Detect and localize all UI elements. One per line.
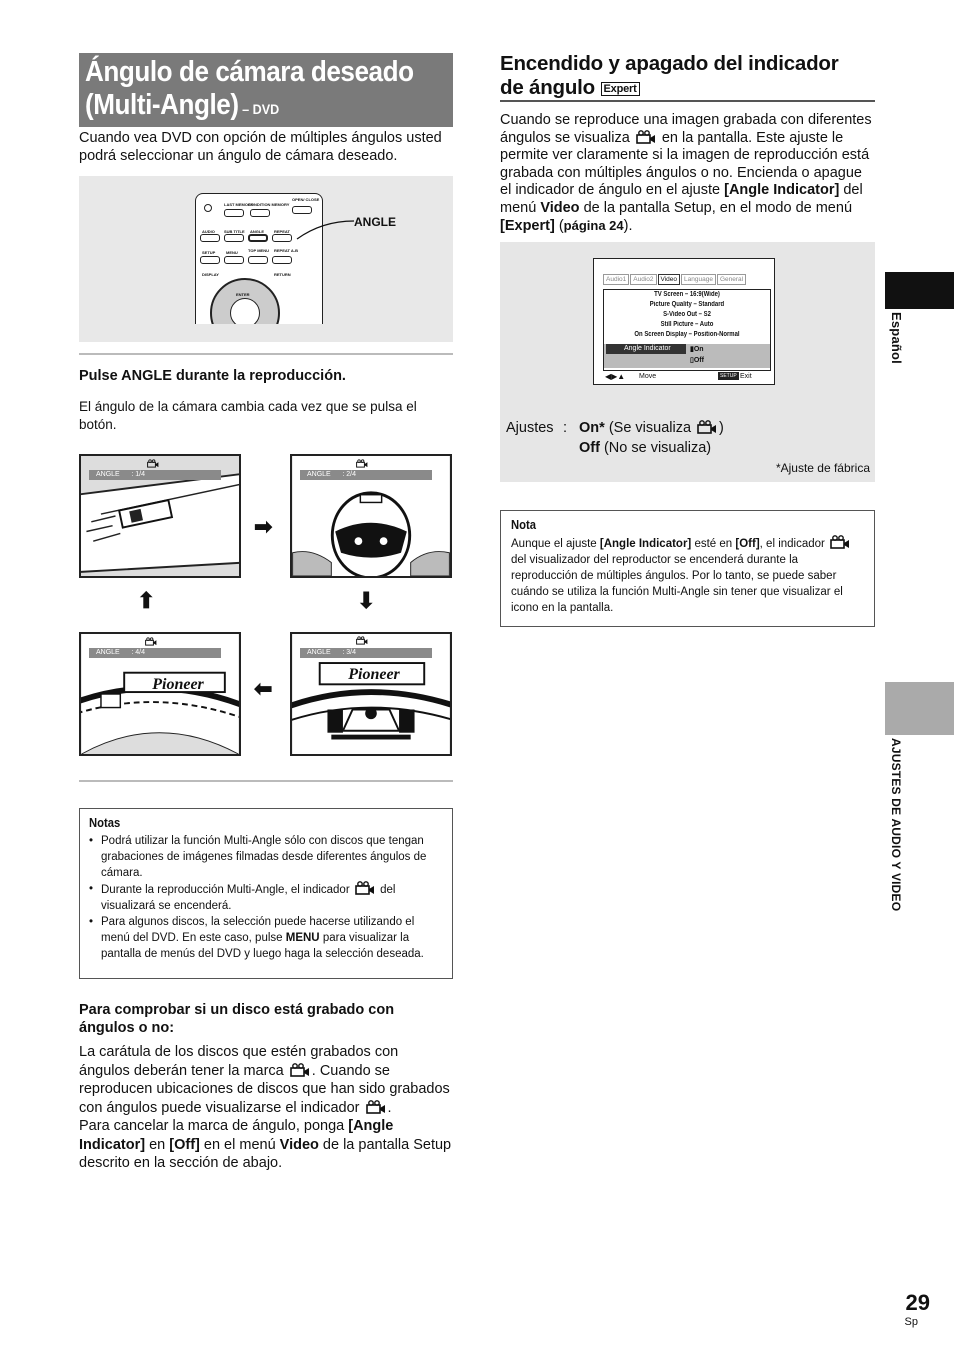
step-text: El ángulo de la cámara cambia cada vez que se pulsa el botón. xyxy=(79,399,417,432)
remote-btn-label: REPEAT xyxy=(274,229,290,234)
setup-chip: SETUP xyxy=(720,373,737,379)
remote-btn-label: CONDITION MEMORY xyxy=(248,202,290,207)
check-heading: Para comprobar si un disco está grabado con ángulos o no: xyxy=(79,1002,395,1036)
camera-icon xyxy=(697,420,717,434)
desc-text: en la pantalla. Este ajuste le permite ver claramente si la imagen de reproducción está grabada con múltiples ángulos o no. Encienda o apague el indicador de ángulo en el ajuste xyxy=(500,129,870,198)
remote-btn-label: RETURN xyxy=(274,272,291,277)
section-tab-label: AJUSTES DE AUDIO Y VIDEO xyxy=(889,738,903,912)
angle-bar: ANGLE : 4/4 xyxy=(89,648,221,658)
factory-setting-note: *Ajuste de fábrica xyxy=(775,461,870,475)
on-label: On* xyxy=(579,420,605,436)
note-text: para visualizar la pantalla de menús del DVD y luego haga la selección deseada. xyxy=(101,932,424,960)
desc-text: Cuando se reproduce una imagen grabada con diferentes ángulos se visualiza xyxy=(500,112,872,146)
divider xyxy=(79,353,453,355)
remote-btn-label: ANGLE xyxy=(250,229,264,234)
tab-audio1: Audio1 xyxy=(603,274,629,285)
title-dvd-suffix: – DVD xyxy=(238,101,280,117)
nota-box xyxy=(500,510,875,627)
enter-button xyxy=(230,298,260,324)
section-title-line-2 xyxy=(500,76,875,100)
setup-menu xyxy=(603,289,771,371)
nota-t1: Aunque el ajuste xyxy=(511,538,597,550)
remote-button xyxy=(272,234,292,242)
cancel-bold: Video xyxy=(279,1136,319,1153)
angle-frame-3 xyxy=(290,632,452,756)
desc-bold: [Angle Indicator] xyxy=(724,182,840,198)
check-text-b: . Cuando se reproducen ubicaciones de discos que han sido grabados con ángulos puede visualizarse el indicador xyxy=(79,1062,450,1116)
nota-text xyxy=(511,535,864,616)
remote-button xyxy=(248,256,268,264)
notas-box xyxy=(79,808,453,979)
ajustes-on xyxy=(579,420,724,438)
language-tab-label: Español xyxy=(889,312,904,364)
desc-text: del menú xyxy=(500,182,863,216)
nota-t4: del visualizador del reproductor se encenderá durante la reproducción de múltiples ángulos. Por lo tanto, se puede saber cuándo se utiliza la función Multi-Angle sin tener que visualizar el icono en la pantalla. xyxy=(511,554,843,614)
step-heading: Pulse ANGLE durante la reproducción. xyxy=(79,368,346,384)
remote-button xyxy=(250,209,270,217)
remote-btn-label: SUB TITLE xyxy=(224,229,245,234)
note-text: del visualizará se encenderá. xyxy=(101,884,396,912)
on-text: (Se visualiza xyxy=(608,420,692,436)
expert-badge: Expert xyxy=(601,82,640,96)
menu-line: Still Picture – Auto xyxy=(660,321,714,328)
desc-bold: Video xyxy=(540,199,580,216)
arrow-left-icon: ⬅ xyxy=(254,676,273,701)
angle-bar: ANGLE : 2/4 xyxy=(300,470,432,480)
remote-btn-label: REPEAT A-B xyxy=(274,248,298,253)
remote-button xyxy=(200,256,220,264)
check-text xyxy=(79,1043,453,1173)
page-number: 29 xyxy=(905,1290,930,1315)
camera-icon xyxy=(366,1100,386,1114)
arrow-up-icon: ⬆ xyxy=(137,588,156,613)
check-text-a: La carátula de los discos que estén grabados con ángulos deberán tener la marca xyxy=(79,1044,399,1079)
option-on-label: On xyxy=(693,346,704,353)
ajustes-label: Ajustes xyxy=(506,420,554,436)
pioneer-logo: Pioneer xyxy=(152,676,204,693)
remote-btn-label: MENU xyxy=(226,250,238,255)
cancel-bold: [Off] xyxy=(169,1136,200,1153)
tab-language: Language xyxy=(681,274,716,285)
off-text: (No se visualiza) xyxy=(603,440,712,456)
camera-icon xyxy=(145,637,157,646)
desc-text: ( xyxy=(558,218,564,234)
remote-control xyxy=(195,193,323,324)
ajustes-off xyxy=(579,440,711,458)
language-tab-block xyxy=(885,272,954,309)
angle-frame-4 xyxy=(79,632,241,756)
remote-button xyxy=(224,234,244,242)
remote-btn-label: ENTER xyxy=(236,292,250,297)
setup-screen-panel xyxy=(500,242,875,482)
menu-line: S-Video Out – S2 xyxy=(663,311,711,318)
camera-icon xyxy=(636,130,656,144)
ajustes-colon: : xyxy=(563,420,568,436)
desc-bold: [Expert] xyxy=(500,218,555,234)
footer-setup xyxy=(718,372,739,382)
menu-line: Picture Quality – Standard xyxy=(649,301,725,308)
remote-illustration xyxy=(79,176,453,342)
note-bold: MENU xyxy=(285,932,320,944)
angle-frame-1 xyxy=(79,454,241,578)
nota-t2: esté en xyxy=(694,538,733,550)
option-off: ▯Off xyxy=(690,357,704,364)
remote-btn-label: OPEN/ CLOSE xyxy=(292,197,320,202)
section-title-text: de ángulo xyxy=(500,76,596,99)
callout-line xyxy=(292,215,357,245)
remote-btn-label: LAST MEMORY xyxy=(224,202,254,207)
note-text: Para algunos discos, la selección puede hacerse utilizando el menú del DVD. En este caso, pulse xyxy=(101,916,415,944)
angle-frame-2 xyxy=(290,454,452,578)
remote-button xyxy=(200,234,220,242)
nota-b1: [Angle Indicator] xyxy=(599,538,692,550)
page-suffix: Sp xyxy=(904,1316,918,1328)
arrow-right-icon: ➡ xyxy=(254,514,273,539)
setup-tabs xyxy=(603,274,747,285)
section-title-line-1: Encendido y apagado del indicador xyxy=(500,52,839,75)
desc-text: ). xyxy=(623,218,633,234)
camera-icon xyxy=(356,459,368,468)
cancel-text: de la pantalla Setup descrito en la sección de abajo. xyxy=(79,1136,452,1171)
remote-button xyxy=(224,209,244,217)
tab-audio2: Audio2 xyxy=(630,274,656,285)
cancel-text: Para cancelar la marca de ángulo, ponga xyxy=(79,1118,345,1134)
remote-btn-label: AUDIO xyxy=(202,229,215,234)
remote-button xyxy=(224,256,244,264)
notas-title: Notas xyxy=(89,816,121,830)
note-item xyxy=(89,881,443,914)
option-on: ▮On xyxy=(690,346,704,353)
angle-indicator-description xyxy=(500,112,875,236)
camera-icon xyxy=(355,881,375,895)
arrow-down-icon: ⬇ xyxy=(357,588,376,613)
desc-text: de la pantalla Setup, en el modo de menú xyxy=(583,199,853,216)
section-tab-block xyxy=(885,682,954,735)
angle-indicator-item: Angle Indicator xyxy=(606,344,686,354)
divider xyxy=(79,780,453,782)
nota-title: Nota xyxy=(511,518,537,532)
angle-button xyxy=(248,234,268,242)
intro-text: Cuando vea DVD con opción de múltiples ángulos usted podrá seleccionar un ángulo de cámara deseado. xyxy=(79,130,442,164)
note-text: Podrá utilizar la función Multi-Angle sólo con discos que tengan grabaciones de imágenes filmadas desde diferentes ángulos de cámara. xyxy=(101,835,427,879)
remote-button xyxy=(272,256,292,264)
camera-icon xyxy=(356,636,368,645)
camera-icon xyxy=(290,1063,310,1077)
check-text-c: . xyxy=(387,1099,392,1116)
off-label: Off xyxy=(579,440,600,456)
angle-callout-label: ANGLE xyxy=(354,215,396,229)
pioneer-logo: Pioneer xyxy=(348,666,400,683)
desc-bold: página 24 xyxy=(563,218,624,233)
footer-move: Move xyxy=(639,373,657,380)
cancel-text: en el menú xyxy=(203,1136,276,1153)
note-item xyxy=(89,833,443,881)
note-item xyxy=(89,914,443,962)
angle-bar: ANGLE : 3/4 xyxy=(300,648,432,658)
power-button xyxy=(204,204,212,212)
camera-icon xyxy=(830,535,850,549)
nota-t3: , el indicador xyxy=(759,538,825,550)
remote-btn-label: DISPLAY xyxy=(202,272,219,277)
tab-video: Video xyxy=(658,274,681,285)
setup-screen xyxy=(593,258,775,385)
menu-line: On Screen Display – Position-Normal xyxy=(634,331,740,338)
nota-b2: [Off] xyxy=(735,538,760,550)
remote-button xyxy=(292,206,312,214)
notas-list xyxy=(89,833,443,962)
title-multi-angle: (Multi-Angle) xyxy=(85,89,239,121)
page-title xyxy=(79,53,453,127)
angle-indicator-row xyxy=(604,344,770,368)
angle-bar: ANGLE : 1/4 xyxy=(89,470,221,480)
title-line-2 xyxy=(85,89,411,126)
remote-btn-label: SETUP xyxy=(202,250,216,255)
cancel-text: en xyxy=(149,1136,166,1153)
camera-icon xyxy=(147,459,159,468)
title-line-1: Ángulo de cámara deseado xyxy=(85,56,414,88)
section-title xyxy=(500,52,875,100)
note-text: Durante la reproducción Multi-Angle, el indicador xyxy=(101,884,350,896)
section-rule xyxy=(500,100,875,102)
footer-exit: Exit xyxy=(740,373,752,380)
menu-line: TV Screen – 16:9(Wide) xyxy=(654,291,720,298)
remote-btn-label: TOP MENU xyxy=(248,248,269,253)
option-off-label: Off xyxy=(693,357,704,364)
cancel-bold: [Angle Indicator] xyxy=(79,1118,394,1153)
move-arrows-icon: ◀▶▲ xyxy=(605,372,626,381)
on-close: ) xyxy=(719,420,724,436)
tab-general: General xyxy=(717,274,746,285)
